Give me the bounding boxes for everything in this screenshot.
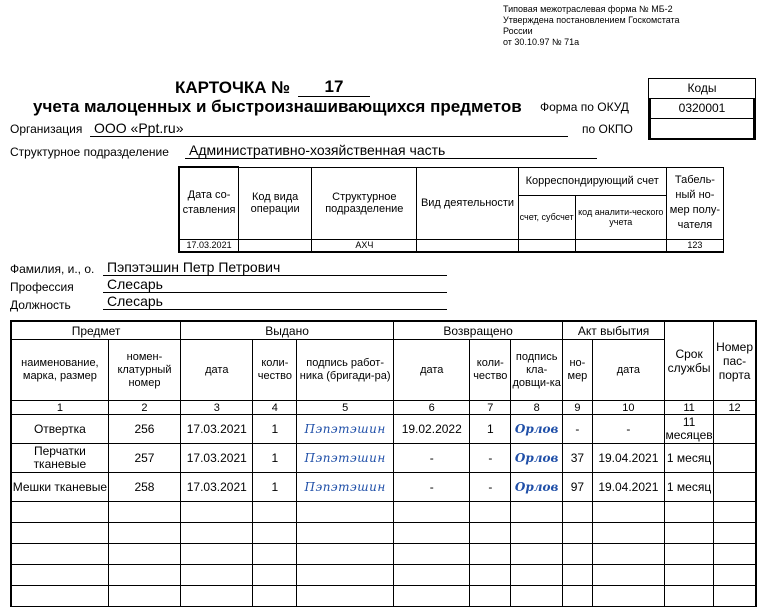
h-op: Код вида операции — [239, 167, 312, 239]
empty-cell[interactable] — [665, 544, 714, 565]
item-nom[interactable]: 258 — [108, 473, 180, 502]
table-row — [11, 473, 756, 502]
act-date[interactable]: - — [592, 415, 664, 444]
empty-row — [11, 502, 756, 523]
v-dept[interactable]: АХЧ — [312, 239, 417, 252]
h-activity: Вид деятельности — [417, 167, 518, 239]
h-analytic: код аналити-ческого учета — [575, 195, 666, 239]
col-number: 8 — [511, 401, 563, 415]
name-field[interactable]: Пэпэтэшин Петр Петрович — [103, 259, 447, 276]
empty-cell[interactable] — [297, 502, 394, 523]
form-country-line: России — [503, 26, 533, 36]
passport-number[interactable] — [714, 415, 756, 444]
org-field[interactable]: ООО «Ppt.ru» — [90, 120, 568, 137]
empty-cell[interactable] — [665, 565, 714, 586]
empty-cell[interactable] — [181, 523, 253, 544]
empty-cell[interactable] — [665, 502, 714, 523]
h-tab: Табель-ный но-мер полу-чателя — [666, 167, 723, 239]
empty-cell[interactable] — [108, 502, 180, 523]
empty-cell[interactable] — [394, 586, 470, 607]
worker-signature[interactable]: Пэпэтэшин — [297, 444, 394, 473]
empty-row — [11, 565, 756, 586]
item-qty[interactable]: 1 — [253, 415, 297, 444]
profession-field[interactable]: Слесарь — [103, 276, 447, 293]
act-number[interactable]: - — [563, 415, 593, 444]
empty-cell[interactable] — [253, 565, 297, 586]
col-number: 6 — [394, 401, 470, 415]
name-label: Фамилия, и., о. — [10, 262, 95, 276]
empty-cell[interactable] — [511, 523, 563, 544]
empty-cell[interactable] — [11, 544, 108, 565]
col-number: 1 — [11, 401, 108, 415]
group-act: Акт выбытия — [563, 321, 665, 340]
empty-row — [11, 544, 756, 565]
storekeeper-signature[interactable]: Орлов — [511, 473, 563, 502]
empty-cell[interactable] — [511, 586, 563, 607]
empty-cell[interactable] — [714, 544, 756, 565]
service-term[interactable]: 1 месяц — [665, 473, 714, 502]
item-issue-date[interactable]: 17.03.2021 — [181, 415, 253, 444]
group-returned: Возвращено — [394, 321, 563, 340]
empty-cell[interactable] — [297, 544, 394, 565]
items-table — [10, 320, 757, 607]
card-number: 17 — [298, 77, 370, 97]
okpo-label: по ОКПО — [582, 122, 633, 136]
form-header-note — [503, 4, 753, 48]
codes-title: Коды — [649, 79, 755, 99]
group-issued: Выдано — [181, 321, 394, 340]
item-name[interactable]: Перчатки тканевые — [11, 444, 108, 473]
worker-signature[interactable]: Пэпэтэшин — [297, 415, 394, 444]
v-tab[interactable]: 123 — [666, 239, 723, 252]
empty-cell[interactable] — [714, 565, 756, 586]
act-number[interactable]: 37 — [563, 444, 593, 473]
empty-cell[interactable] — [181, 502, 253, 523]
empty-row — [11, 523, 756, 544]
act-date[interactable]: 19.04.2021 — [592, 473, 664, 502]
form-type-line: Типовая межотраслевая форма № МБ-2 — [503, 4, 673, 14]
table-row — [11, 415, 756, 444]
col-term: Срок службы — [665, 321, 714, 401]
v-op[interactable] — [239, 239, 312, 252]
passport-number[interactable] — [714, 444, 756, 473]
empty-cell[interactable] — [563, 502, 593, 523]
item-qty[interactable]: 1 — [253, 444, 297, 473]
act-date[interactable]: 19.04.2021 — [592, 444, 664, 473]
empty-cell[interactable] — [511, 565, 563, 586]
dept-label: Структурное подразделение — [10, 145, 169, 159]
empty-cell[interactable] — [665, 523, 714, 544]
col-number: 9 — [563, 401, 593, 415]
group-item: Предмет — [11, 321, 181, 340]
form-date-line: от 30.10.97 № 71а — [503, 37, 580, 47]
empty-cell[interactable] — [470, 523, 511, 544]
item-return-date[interactable]: - — [394, 473, 470, 502]
item-issue-date[interactable]: 17.03.2021 — [181, 444, 253, 473]
storekeeper-signature[interactable]: Орлов — [511, 415, 563, 444]
empty-cell[interactable] — [714, 502, 756, 523]
form-approval-line: Утверждена постановлением Госкомстата — [503, 15, 680, 25]
empty-cell[interactable] — [108, 544, 180, 565]
item-return-date[interactable]: - — [394, 444, 470, 473]
codes-box — [648, 78, 756, 140]
passport-number[interactable] — [714, 473, 756, 502]
card-title: КАРТОЧКА № — [175, 78, 291, 97]
position-field[interactable]: Слесарь — [103, 293, 447, 310]
org-label: Организация — [10, 122, 83, 136]
empty-cell[interactable] — [11, 502, 108, 523]
empty-cell[interactable] — [108, 523, 180, 544]
empty-cell[interactable] — [297, 586, 394, 607]
item-name[interactable]: Мешки тканевые — [11, 473, 108, 502]
empty-cell[interactable] — [253, 502, 297, 523]
dept-field[interactable]: Административно-хозяйственная часть — [185, 142, 597, 159]
col-ret-date: дата — [394, 340, 470, 401]
empty-cell[interactable] — [253, 586, 297, 607]
item-return-qty[interactable]: - — [470, 444, 511, 473]
col-sign-worker: подпись работ-ника (бригади-ра) — [297, 340, 394, 401]
empty-cell[interactable] — [714, 586, 756, 607]
empty-cell[interactable] — [592, 502, 664, 523]
col-sign-store: подпись кла-довщи-ка — [511, 340, 563, 401]
empty-cell[interactable] — [108, 586, 180, 607]
item-nom[interactable]: 256 — [108, 415, 180, 444]
empty-cell[interactable] — [297, 565, 394, 586]
v-date[interactable]: 17.03.2021 — [179, 239, 239, 252]
col-number: 3 — [181, 401, 253, 415]
empty-cell[interactable] — [394, 565, 470, 586]
empty-cell[interactable] — [592, 586, 664, 607]
col-number: 7 — [470, 401, 511, 415]
profession-label: Профессия — [10, 280, 74, 294]
h-corr: Корреспондирующий счет — [518, 167, 666, 195]
empty-cell[interactable] — [714, 523, 756, 544]
empty-cell[interactable] — [11, 523, 108, 544]
col-nom: номен-клатурный номер — [108, 340, 180, 401]
empty-cell[interactable] — [253, 523, 297, 544]
empty-cell[interactable] — [11, 565, 108, 586]
empty-cell[interactable] — [592, 523, 664, 544]
v-activity[interactable] — [417, 239, 518, 252]
col-act-num: но-мер — [563, 340, 593, 401]
card-subtitle: учета малоценных и быстроизнашивающихся предметов — [33, 97, 522, 116]
col-name: наименование, марка, размер — [11, 340, 108, 401]
empty-cell[interactable] — [592, 544, 664, 565]
empty-cell[interactable] — [470, 586, 511, 607]
col-number: 10 — [592, 401, 664, 415]
empty-cell[interactable] — [394, 523, 470, 544]
col-act-date: дата — [592, 340, 664, 401]
empty-cell[interactable] — [470, 565, 511, 586]
empty-cell[interactable] — [511, 502, 563, 523]
empty-cell[interactable] — [181, 565, 253, 586]
empty-cell[interactable] — [181, 586, 253, 607]
document-details-table — [178, 166, 724, 253]
empty-cell[interactable] — [563, 586, 593, 607]
col-number: 4 — [253, 401, 297, 415]
empty-cell[interactable] — [253, 544, 297, 565]
service-term[interactable]: 1 месяц — [665, 444, 714, 473]
item-nom[interactable]: 257 — [108, 444, 180, 473]
empty-cell[interactable] — [563, 544, 593, 565]
v-analytic[interactable] — [575, 239, 666, 252]
item-return-qty[interactable]: 1 — [470, 415, 511, 444]
act-number[interactable]: 97 — [563, 473, 593, 502]
empty-cell[interactable] — [181, 544, 253, 565]
item-name[interactable]: Отвертка — [11, 415, 108, 444]
empty-cell[interactable] — [470, 544, 511, 565]
empty-cell[interactable] — [563, 523, 593, 544]
position-label: Должность — [10, 298, 71, 312]
empty-cell[interactable] — [592, 565, 664, 586]
okud-code: 0320001 — [649, 99, 755, 119]
empty-cell[interactable] — [563, 565, 593, 586]
col-number: 5 — [297, 401, 394, 415]
item-qty[interactable]: 1 — [253, 473, 297, 502]
empty-cell[interactable] — [394, 502, 470, 523]
empty-row — [11, 586, 756, 607]
col-number: 2 — [108, 401, 180, 415]
empty-cell[interactable] — [470, 502, 511, 523]
item-return-date[interactable]: 19.02.2022 — [394, 415, 470, 444]
table-row — [11, 444, 756, 473]
col-number: 11 — [665, 401, 714, 415]
empty-cell[interactable] — [665, 586, 714, 607]
item-return-qty[interactable]: - — [470, 473, 511, 502]
worker-signature[interactable]: Пэпэтэшин — [297, 473, 394, 502]
h-acc: счет, субсчет — [518, 195, 575, 239]
okpo-code — [649, 119, 755, 140]
service-term[interactable]: 11 месяцев — [665, 415, 713, 442]
storekeeper-signature[interactable]: Орлов — [511, 444, 563, 473]
col-passport: Номер пас-порта — [714, 321, 756, 401]
empty-cell[interactable] — [108, 565, 180, 586]
empty-cell[interactable] — [394, 544, 470, 565]
col-number: 12 — [714, 401, 756, 415]
item-issue-date[interactable]: 17.03.2021 — [181, 473, 253, 502]
col-ret-qty: коли-чество — [470, 340, 511, 401]
col-date: дата — [181, 340, 253, 401]
okud-label: Форма по ОКУД — [540, 100, 629, 114]
h-date: Дата со-ставления — [179, 167, 239, 239]
v-acc[interactable] — [518, 239, 575, 252]
empty-cell[interactable] — [11, 586, 108, 607]
col-qty: коли-чество — [253, 340, 297, 401]
empty-cell[interactable] — [297, 523, 394, 544]
h-dept: Структурное подразделение — [312, 167, 417, 239]
empty-cell[interactable] — [511, 544, 563, 565]
